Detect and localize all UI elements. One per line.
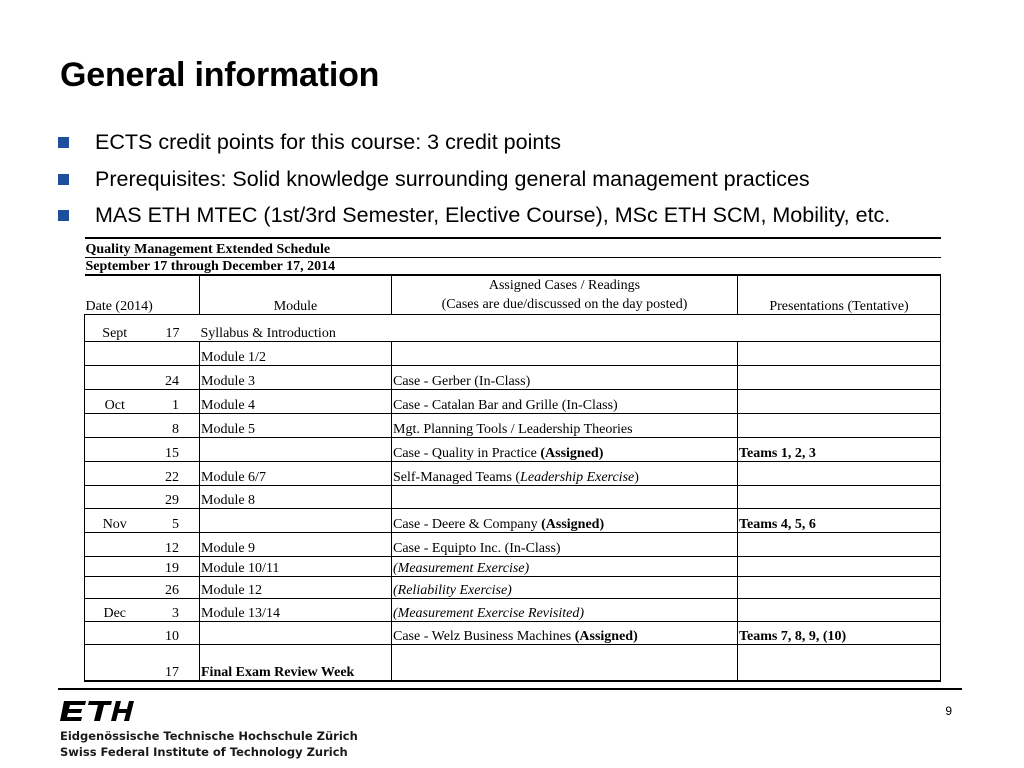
cell-module: Module 3: [200, 366, 392, 390]
cell-day: 15: [145, 438, 200, 462]
cell-case: [392, 622, 738, 645]
cell-module: Module 8: [200, 486, 392, 509]
cell-module: Module 13/14: [200, 599, 392, 622]
page-number: 9: [945, 704, 952, 718]
cell-month: Nov: [85, 509, 145, 533]
cell-month: [85, 622, 145, 645]
cell-presentations: [738, 486, 941, 509]
cell-presentations: [738, 599, 941, 622]
cell-case: [392, 645, 738, 681]
cell-presentations: Teams 4, 5, 6: [738, 509, 941, 533]
cell-month: [85, 342, 145, 366]
table-row: [85, 645, 941, 681]
cell-month: [85, 438, 145, 462]
cell-day: 17: [145, 315, 200, 342]
case-exercise-text: Leadership Exercise: [520, 470, 635, 485]
cell-presentations: [738, 315, 941, 342]
cell-month: [85, 557, 145, 577]
cell-module: [200, 622, 392, 645]
table-row: [85, 315, 941, 342]
header-cases-line2: (Cases are due/discussed on the day posted): [441, 297, 688, 312]
slide-title: General information: [60, 56, 380, 94]
header-presentations: Presentations (Tentative): [738, 275, 941, 315]
cell-month: [85, 462, 145, 486]
case-exercise-text: (Measurement Exercise Revisited): [393, 606, 584, 621]
footer-divider: [58, 688, 962, 690]
cell-month: [85, 577, 145, 599]
cell-case: [392, 414, 738, 438]
case-tail-text: ): [634, 470, 639, 485]
cell-case: [392, 577, 738, 599]
case-exercise-text: (Reliability Exercise): [393, 583, 512, 598]
cell-presentations: [738, 462, 941, 486]
table-row: [85, 533, 941, 557]
schedule-title: Quality Management Extended Schedule: [85, 238, 941, 257]
cell-module: Module 10/11: [200, 557, 392, 577]
cell-module: Module 1/2: [200, 342, 392, 366]
eth-logo-icon: [60, 700, 134, 722]
header-date: Date (2014): [85, 275, 200, 315]
cell-day: 29: [145, 486, 200, 509]
cell-module: Module 12: [200, 577, 392, 599]
square-bullet-icon: [58, 210, 69, 221]
cell-module: [200, 438, 392, 462]
cell-presentations: [738, 557, 941, 577]
cell-presentations: [738, 390, 941, 414]
bullet-item: [58, 124, 890, 161]
cell-day: 10: [145, 622, 200, 645]
cell-day: 17: [145, 645, 200, 681]
cell-case: [392, 366, 738, 390]
cell-day: 19: [145, 557, 200, 577]
case-exercise-text: (Measurement Exercise): [393, 561, 530, 576]
cell-month: [85, 366, 145, 390]
cell-module: Module 6/7: [200, 462, 392, 486]
cell-day: 22: [145, 462, 200, 486]
cell-day: 8: [145, 414, 200, 438]
case-text: Mgt. Planning Tools / Leadership Theories: [393, 422, 633, 437]
table-row: [85, 622, 941, 645]
case-text: Case - Gerber (In-Class): [393, 374, 531, 389]
cell-month: [85, 533, 145, 557]
schedule-subtitle: September 17 through December 17, 2014: [85, 257, 941, 275]
cell-presentations: [738, 533, 941, 557]
cell-day: 3: [145, 599, 200, 622]
cell-presentations: [738, 414, 941, 438]
cell-case: [392, 390, 738, 414]
cell-case: [392, 438, 738, 462]
cell-case: [392, 599, 738, 622]
cell-day: 1: [145, 390, 200, 414]
table-row: [85, 599, 941, 622]
cell-case: [392, 486, 738, 509]
table-row: [85, 557, 941, 577]
table-row: [85, 438, 941, 462]
square-bullet-icon: [58, 174, 69, 185]
bullet-text: MAS ETH MTEC (1st/3rd Semester, Elective Course), MSc ETH SCM, Mobility, etc.: [95, 203, 891, 227]
cell-case: [392, 509, 738, 533]
case-assigned-text: (Assigned): [540, 446, 604, 461]
square-bullet-icon: [58, 137, 69, 148]
table-row: [85, 366, 941, 390]
cell-day: [145, 342, 200, 366]
cell-day: 26: [145, 577, 200, 599]
cell-day: 12: [145, 533, 200, 557]
bullet-text: ECTS credit points for this course: 3 credit points: [95, 130, 562, 154]
table-row: [85, 577, 941, 599]
case-text: Case - Welz Business Machines: [393, 629, 575, 644]
cell-case: [392, 533, 738, 557]
header-cases-line1: Assigned Cases / Readings: [488, 278, 641, 293]
cell-presentations: Teams 7, 8, 9, (10): [738, 622, 941, 645]
cell-case: [392, 342, 738, 366]
cell-module: [200, 509, 392, 533]
cell-presentations: Teams 1, 2, 3: [738, 438, 941, 462]
cell-month: [85, 414, 145, 438]
module-bold-text: Final Exam Review Week: [201, 664, 355, 680]
cell-presentations: [738, 577, 941, 599]
table-row: [85, 462, 941, 486]
bullet-list: [58, 124, 890, 234]
institution-line2: Swiss Federal Institute of Technology Zurich: [60, 745, 348, 759]
cell-module: Module 4: [200, 390, 392, 414]
schedule-table: [84, 237, 940, 682]
cell-presentations: [738, 645, 941, 681]
cell-presentations: [738, 366, 941, 390]
case-text: Self-Managed Teams (: [393, 470, 521, 485]
case-text: Case - Equipto Inc. (In-Class): [393, 541, 561, 556]
table-row: [85, 414, 941, 438]
case-assigned-text: (Assigned): [574, 629, 638, 644]
cell-module: Syllabus & Introduction: [200, 315, 392, 342]
table-row: [85, 486, 941, 509]
bullet-item: [58, 197, 890, 234]
bullet-item: [58, 161, 890, 198]
case-assigned-text: (Assigned): [541, 517, 605, 532]
cell-module: Module 9: [200, 533, 392, 557]
cell-month: [85, 645, 145, 681]
cell-month: Oct: [85, 390, 145, 414]
cell-case: [392, 315, 738, 342]
header-module: Module: [200, 275, 392, 315]
table-row: [85, 342, 941, 366]
cell-presentations: [738, 342, 941, 366]
cell-case: [392, 462, 738, 486]
header-cases: [392, 275, 738, 315]
table-row: [85, 509, 941, 533]
case-text: Case - Deere & Company: [393, 517, 542, 532]
cell-day: 24: [145, 366, 200, 390]
table-row: [85, 390, 941, 414]
cell-month: [85, 486, 145, 509]
bullet-text: Prerequisites: Solid knowledge surrounding general management practices: [95, 166, 810, 191]
cell-module: [200, 645, 392, 681]
cell-month: Sept: [85, 315, 145, 342]
case-text: Case - Quality in Practice: [393, 446, 541, 461]
cell-month: Dec: [85, 599, 145, 622]
case-text: Case - Catalan Bar and Grille (In-Class): [393, 398, 618, 413]
cell-module: Module 5: [200, 414, 392, 438]
institution-line1: Eidgenössische Technische Hochschule Zürich: [60, 729, 358, 743]
cell-case: [392, 557, 738, 577]
institution-name: [60, 728, 358, 760]
cell-day: 5: [145, 509, 200, 533]
